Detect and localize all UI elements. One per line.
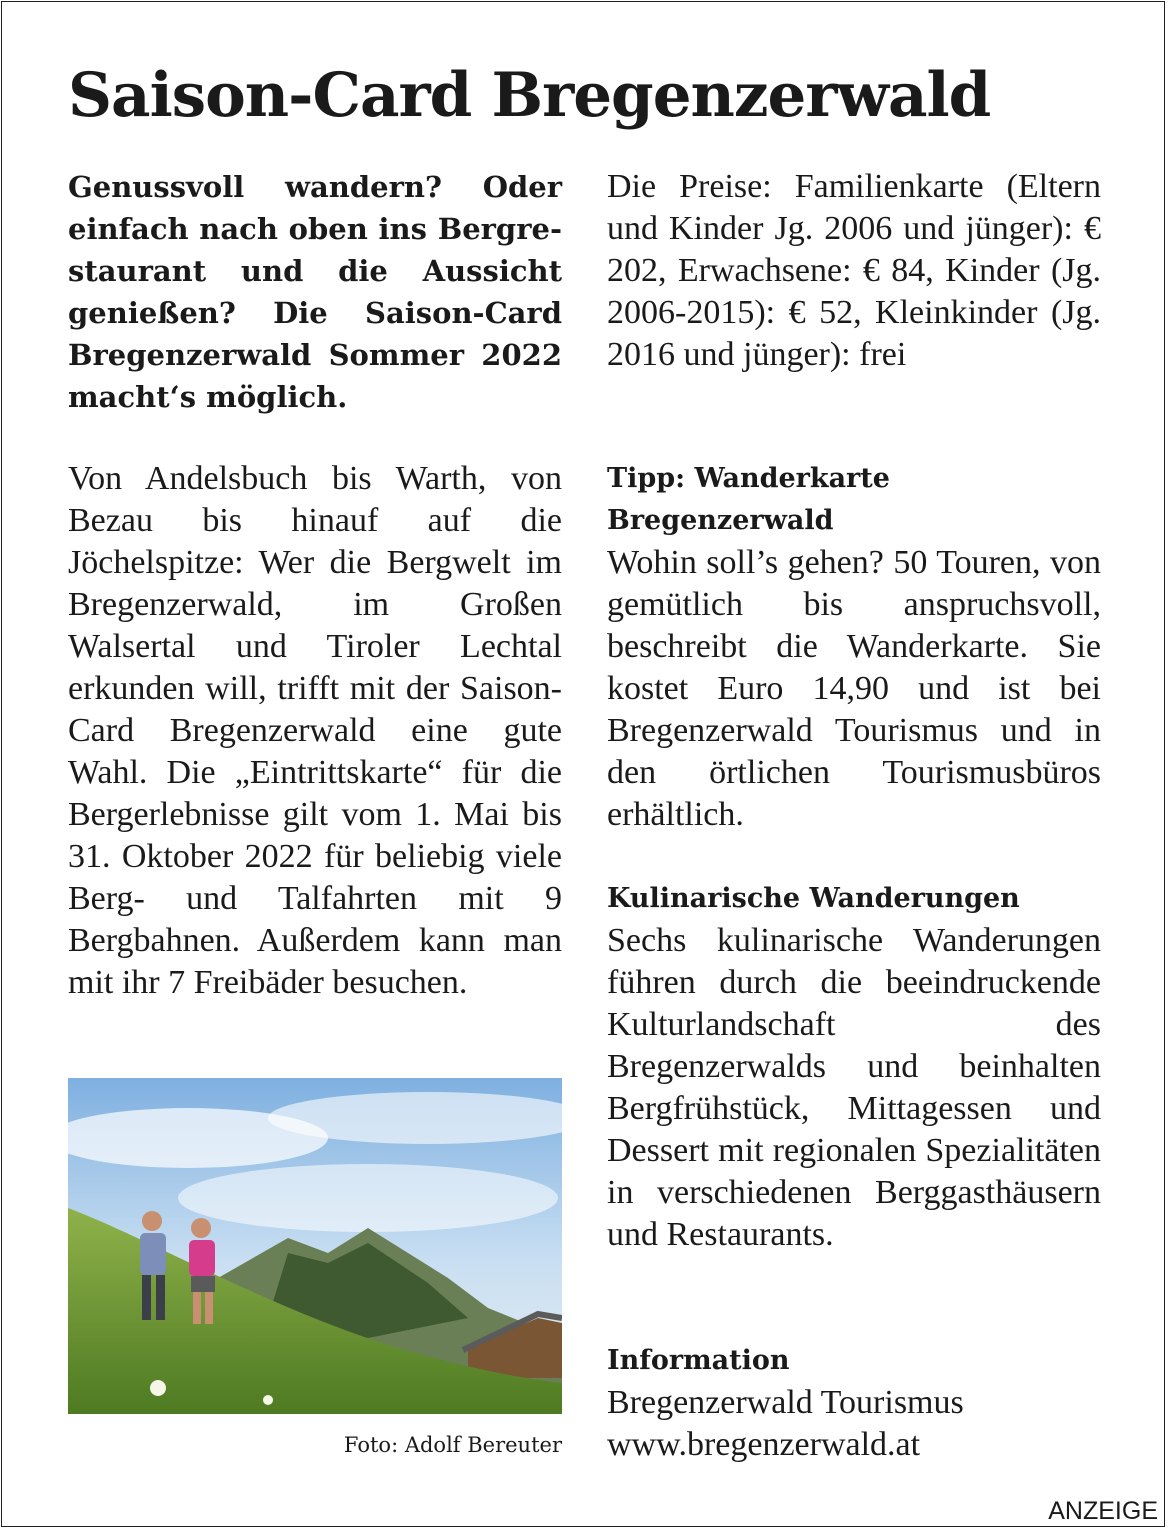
hikers-photo <box>68 1078 562 1414</box>
body-paragraph: Von Andelsbuch bis Warth, von Bezau bis hinauf auf die Jöchelspitze: Wer die Bergwelt im Bregenzerwald, im Großen Walsertal und Tiroler Lechtal erkunden will, trifft mit der Saison-Card Bregenzerwald eine gute Wahl. Die „Eintrittskarte“ für die Bergerlebnisse gilt vom 1. Mai bis 31. Oktober 2022 für beliebig viele Berg- und Talfahrten mit 9 Bergbahnen. Außerdem kann man mit ihr 7 Freibäder besuchen. <box>68 460 562 1001</box>
lead-paragraph: Genussvoll wandern? Oder einfach nach oben ins Bergrestaurant und die Aussicht genießen? Die Saison-Card Bregenzerwald Sommer 2022 macht‘s möglich. <box>68 170 562 414</box>
page-title: Saison-Card Bregenzerwald <box>68 60 991 131</box>
information-website-link[interactable]: www.bregenzerwald.at <box>607 1426 921 1463</box>
information-heading: Information <box>607 1345 790 1376</box>
tipp-block <box>607 458 1101 836</box>
tipp-heading-line1: Tipp: Wanderkarte <box>607 463 890 494</box>
information-block <box>607 1340 1101 1466</box>
prices-block <box>607 166 1101 376</box>
hikers-photo-image <box>68 1078 562 1414</box>
kulinarisch-text: Sechs kulinarische Wanderungen führen durch die beeindruckende Kulturlandschaft des Bregenzerwalds und beinhalten Bergfrühstück, Mittagessen und Dessert mit regionalen Spezialitäten in verschiedenen Berggasthäusern und Restaurants. <box>607 922 1101 1253</box>
kulinarisch-heading: Kulinarische Wanderungen <box>607 883 1020 914</box>
tipp-heading-line2: Bregenzerwald <box>607 505 834 536</box>
information-line1: Bregenzerwald Tourismus <box>607 1384 964 1421</box>
ad-label: ANZEIGE <box>1048 1497 1158 1525</box>
kulinarisch-block <box>607 878 1101 1256</box>
tipp-text: Wohin soll’s gehen? 50 Touren, von gemütlich bis anspruchsvoll, beschreibt die Wanderkarte. Sie kostet Euro 14,90 und ist bei Bregenzerwald Tourismus und in den örtlichen Tourismusbüros erhältlich. <box>607 544 1101 833</box>
prices-text: Die Preise: Familienkarte (Eltern und Kinder Jg. 2006 und jünger): € 202, Erwachsene: € 84, Kinder (Jg. 2006-2015): € 52, Kleinkinder (Jg. 2016 und jünger): frei <box>607 168 1101 373</box>
photo-caption: Foto: Adolf Bereuter <box>343 1433 562 1457</box>
